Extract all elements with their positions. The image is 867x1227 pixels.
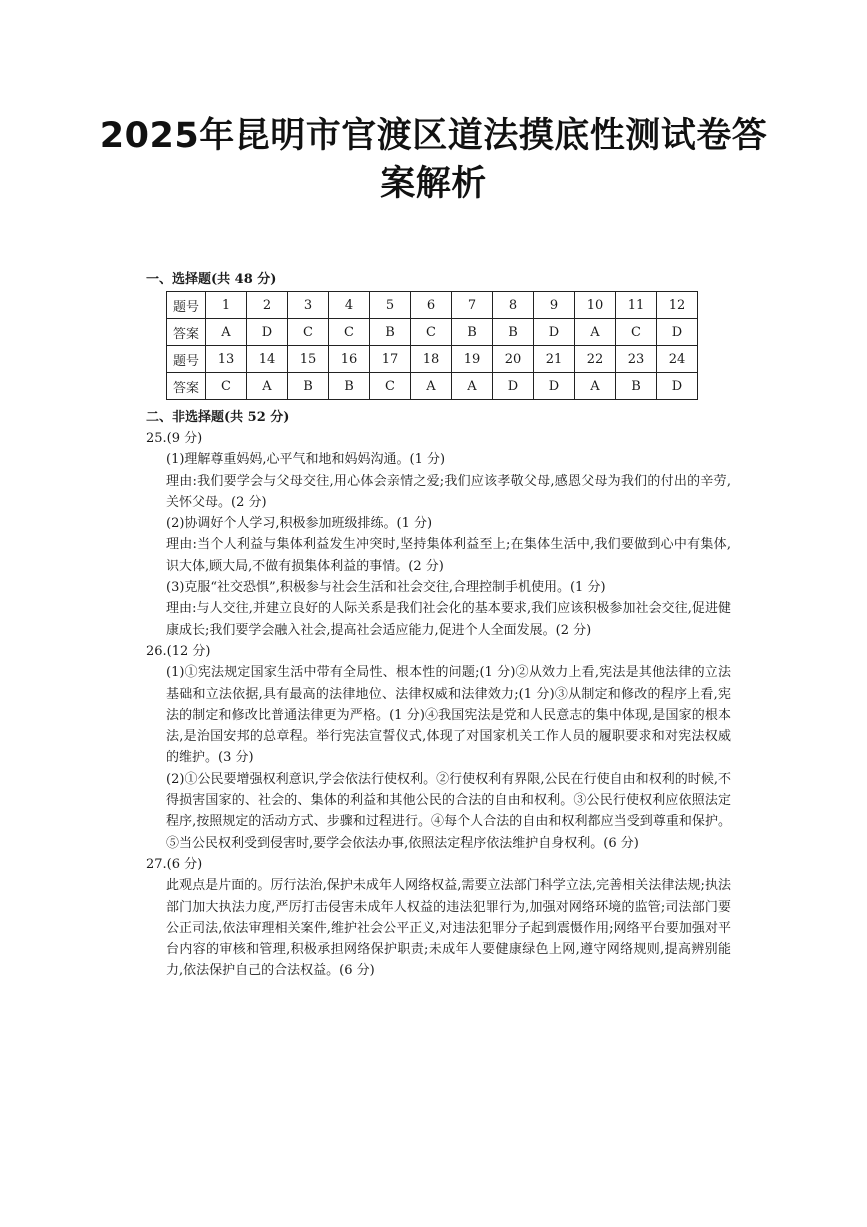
answer-table-cell: D	[534, 373, 575, 400]
answer-table-cell: C	[370, 373, 411, 400]
answer-table-cell: A	[206, 319, 247, 346]
answer-table-cell: B	[329, 373, 370, 400]
answer-table-cell: 20	[493, 346, 534, 373]
answer-table-cell: C	[206, 373, 247, 400]
answer-table-cell: D	[493, 373, 534, 400]
answer-table-row	[167, 292, 698, 319]
q25-reason-2: 理由:当个人利益与集体利益发生冲突时,坚持集体利益至上;在集体生活中,我们要做到心中有集体,识大体,顾大局,不做有损集体利益的事情。(2 分)	[166, 537, 731, 574]
answer-table-cell: 17	[370, 346, 411, 373]
answer-table-cell: 19	[452, 346, 493, 373]
answer-table-cell: 18	[411, 346, 452, 373]
answer-table-cell: 5	[370, 292, 411, 319]
answer-table-cell: 21	[534, 346, 575, 373]
answer-table-cell: 15	[288, 346, 329, 373]
answer-table-cell: D	[657, 373, 698, 400]
answer-table-cell: B	[493, 319, 534, 346]
answer-table-cell: 10	[575, 292, 616, 319]
answer-table-cell: B	[288, 373, 329, 400]
answer-table-cell: A	[411, 373, 452, 400]
answer-table-row	[167, 346, 698, 373]
q25-answer-1: (1)理解尊重妈妈,心平气和地和妈妈沟通。(1 分)	[166, 452, 446, 468]
answer-table-cell: D	[534, 319, 575, 346]
answer-table	[166, 291, 698, 400]
q25-answer-2: (2)协调好个人学习,积极参加班级排练。(1 分)	[166, 516, 433, 532]
row-label-cell: 答案	[167, 319, 206, 346]
question-25-number: 25.(9 分)	[146, 431, 203, 446]
answer-table-row	[167, 373, 698, 400]
section-1-heading: 一、选择题(共 48 分)	[146, 272, 277, 287]
answer-table-cell: C	[329, 319, 370, 346]
row-label-cell: 题号	[167, 292, 206, 319]
answer-body	[146, 428, 731, 982]
document-title	[0, 112, 867, 208]
answer-table-cell: 8	[493, 292, 534, 319]
title-line-1: 2025年昆明市官渡区道法摸底性测试卷答	[99, 116, 768, 156]
answer-table-cell: C	[411, 319, 452, 346]
answer-table-cell: D	[657, 319, 698, 346]
answer-table-cell: 1	[206, 292, 247, 319]
answer-table-cell: A	[452, 373, 493, 400]
answer-table-cell: C	[616, 319, 657, 346]
answer-table-cell: 4	[329, 292, 370, 319]
answer-table-cell: 14	[247, 346, 288, 373]
answer-table-cell: 22	[575, 346, 616, 373]
answer-table-cell: 3	[288, 292, 329, 319]
answer-table-cell: 24	[657, 346, 698, 373]
answer-table-cell: 2	[247, 292, 288, 319]
answer-table-cell: 9	[534, 292, 575, 319]
q25-answer-3: (3)克服“社交恐惧”,积极参与社会生活和社会交往,合理控制手机使用。(1 分)	[166, 580, 606, 596]
answer-table-cell: 16	[329, 346, 370, 373]
answer-table-cell: 7	[452, 292, 493, 319]
answer-table-cell: 12	[657, 292, 698, 319]
q25-reason-3: 理由:与人交往,并建立良好的人际关系是我们社会化的基本要求,我们应该积极参加社会交往,促进健康成长;我们要学会融入社会,提高社会适应能力,促进个人全面发展。(2 分)	[166, 601, 731, 638]
answer-table-cell: C	[288, 319, 329, 346]
answer-table-cell: 11	[616, 292, 657, 319]
answer-table-cell: A	[575, 319, 616, 346]
q27-answer: 此观点是片面的。厉行法治,保护未成年人网络权益,需要立法部门科学立法,完善相关法律法规;执法部门加大执法力度,严厉打击侵害未成年人权益的违法犯罪行为,加强对网络环境的监管;司法部门要公正司法,依法审理相关案件,维护社会公平正义,对违法犯罪分子起到震慑作用;网络平台要加强对平台内容的审核和管理,积极承担网络保护职责;未成年人要健康绿色上网,遵守网络规则,提高辨别能力,依法保护自己的合法权益。(6 分)	[166, 878, 731, 979]
answer-table-cell: B	[452, 319, 493, 346]
section-2-heading: 二、非选择题(共 52 分)	[146, 410, 290, 425]
row-label-cell: 题号	[167, 346, 206, 373]
question-26-number: 26.(12 分)	[146, 643, 211, 659]
answer-table-cell: A	[575, 373, 616, 400]
answer-table-cell: B	[370, 319, 411, 346]
answer-table-cell: 6	[411, 292, 452, 319]
q26-part-1: (1)①宪法规定国家生活中带有全局性、根本性的问题;(1 分)②从效力上看,宪法是其他法律的立法基础和立法依据,具有最高的法律地位、法律权威和法律效力;(1 分)③从制定和修改的程序上看,宪法的制定和修改比普通法律更为严格。(1 分)④我国宪法是党和人民意志的集中体现,是国家的根本法,是治国安邦的总章程。举行宪法宣誓仪式,体现了对国家机关工作人员的履职要求和对宪法权威的维护。(3 分)	[166, 665, 731, 766]
answer-table-cell: 13	[206, 346, 247, 373]
q26-part-2: (2)①公民要增强权利意识,学会依法行使权利。②行使权利有界限,公民在行使自由和权利的时候,不得损害国家的、社会的、集体的利益和其他公民的合法的自由和权利。③公民行使权利应依照法定程序,按照规定的活动方式、步骤和过程进行。④每个人合法的自由和权利都应当受到尊重和保护。⑤当公民权利受到侵害时,要学会依法办事,依照法定程序依法维护自身权利。(6 分)	[166, 771, 731, 851]
title-line-2: 案解析	[380, 164, 487, 204]
q25-reason-1: 理由:我们要学会与父母交往,用心体会亲情之爱;我们应该孝敬父母,感恩父母为我们的付出的辛劳,关怀父母。(2 分)	[166, 473, 731, 510]
answer-table-cell: D	[247, 319, 288, 346]
question-27-number: 27.(6 分)	[146, 856, 203, 872]
answer-table-cell: B	[616, 373, 657, 400]
answer-table-cell: 23	[616, 346, 657, 373]
answer-table-cell: A	[247, 373, 288, 400]
answer-table-row	[167, 319, 698, 346]
row-label-cell: 答案	[167, 373, 206, 400]
